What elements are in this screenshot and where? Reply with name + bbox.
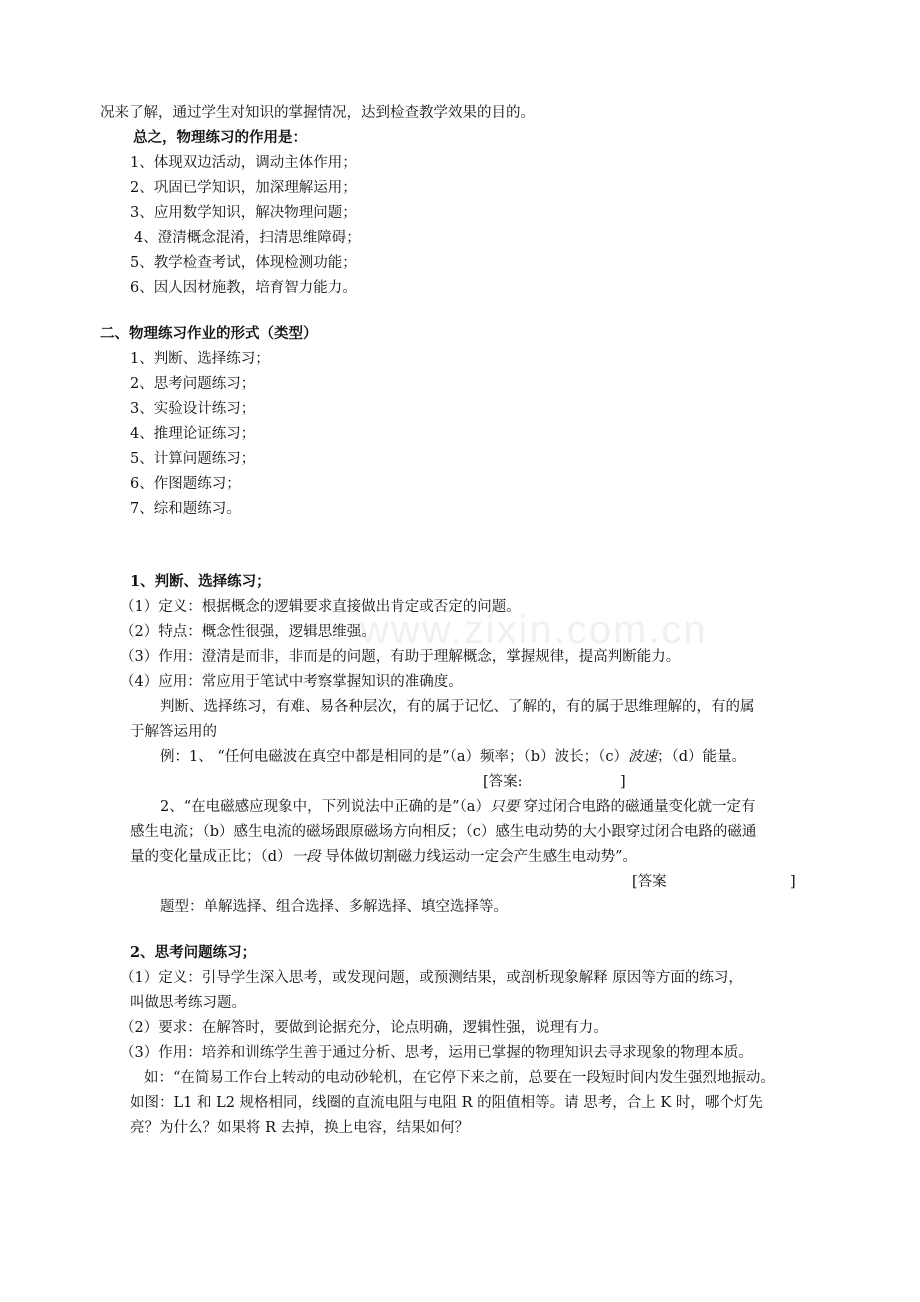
- paragraph-line: （1）定义：根据概念的逻辑要求直接做出肯定或否定的问题。: [120, 599, 521, 615]
- paragraph-line: 判断、选择练习，有难、易各种层次，有的属于记忆、了解的，有的属于思维理解的，有的属: [160, 699, 755, 715]
- paragraph-line: （2）要求：在解答时，要做到论据充分，论点明确，逻辑性强，说理有力。: [120, 1020, 608, 1036]
- example-2-italic: 只要: [489, 799, 519, 815]
- paragraph-line: （1）定义：引导学生深入思考，或发现问题，或预测结果，或剖析现象解释 原因等方面的练习，: [120, 970, 743, 986]
- example-2-italic-2: 一段: [291, 849, 321, 865]
- list-item: 2、巩固已学知识，加深理解运用；: [130, 180, 357, 196]
- list-item: 3、应用数学知识，解决物理问题；: [130, 205, 357, 221]
- list-item: 6、作图题练习；: [130, 476, 241, 492]
- example-2-text-b: 穿过闭合电路的磁通量变化就一定有: [518, 799, 756, 815]
- example-2-text-d: 导体做切割磁力线运动一定会产生感生电动势”。: [320, 849, 638, 865]
- paragraph-line: 于解答运用的: [130, 724, 217, 740]
- watermark: www.zixin.com.cn: [360, 608, 708, 652]
- example-2: [160, 797, 756, 817]
- paragraph-line: （3）作用：培养和训练学生善于通过分析、思考，运用已掌握的物理知识去寻求现象的物理本质。: [120, 1045, 753, 1061]
- paragraph-line: 如：“在简易工作台上转动的电动砂轮机，在它停下来之前，总要在一段短时间内发生强烈地振动。: [144, 1070, 775, 1086]
- list-item: 3、实验设计练习；: [130, 401, 256, 417]
- list-item: 6、因人因材施教，培育智力能力。: [130, 280, 357, 296]
- list-item: 4、澄清概念混淆，扫清思维障碍；: [134, 230, 361, 246]
- example-1-text: 例：1、 “任何电磁波在真空中都是相同的是”（a）频率；（b）波长；（c）: [160, 749, 628, 765]
- answer-1-close: ]: [620, 774, 626, 790]
- paragraph-line: 如图：L1 和 L2 规格相同，线圈的直流电阻与电阻 R 的阻值相等。请 思考，合上 K 时，哪个灯先: [130, 1095, 763, 1111]
- list-item: 1、体现双边活动，调动主体作用；: [130, 155, 357, 171]
- section-heading: 二、物理练习作业的形式（类型）: [100, 325, 318, 342]
- list-item: 5、教学检查考试，体现检测功能；: [130, 255, 357, 271]
- answer-1-open: [答案:: [483, 774, 523, 790]
- paragraph-line: 亮？为什么？如果将 R 去掉，换上电容，结果如何？: [130, 1120, 470, 1136]
- list-item: 7、综和题练习。: [130, 501, 241, 517]
- paragraph-line: （4）应用：常应用于笔试中考察掌握知识的准确度。: [120, 674, 463, 690]
- example-1-text-end: ；（d）能量。: [656, 749, 747, 765]
- subsection-heading: 1、判断、选择练习；: [130, 573, 271, 590]
- paragraph-line: 叫做思考练习题。: [130, 995, 246, 1011]
- intro-line: 况来了解，通过学生对知识的掌握情况，达到检查教学效果的目的。: [100, 105, 535, 121]
- paragraph-line: 感生电流；（b）感生电流的磁场跟原磁场方向相反；（c）感生电动势的大小跟穿过闭合电路的磁通: [130, 824, 757, 840]
- paragraph-line: 题型：单解选择、组合选择、多解选择、填空选择等。: [160, 899, 508, 915]
- list-item: 4、推理论证练习；: [130, 426, 256, 442]
- list-item: 1、判断、选择练习；: [130, 351, 270, 367]
- paragraph-line: （2）特点：概念性很强，逻辑思维强。: [120, 624, 376, 640]
- answer-2-open: [答案: [632, 874, 667, 890]
- subsection-heading: 2、思考问题练习；: [130, 944, 257, 961]
- list-item: 5、计算问题练习；: [130, 451, 256, 467]
- paragraph-line: （3）作用：澄清是而非，非而是的问题，有助于理解概念，掌握规律，提高判断能力。: [120, 649, 681, 665]
- example-2-text-c: 量的变化量成正比；（d）: [130, 849, 292, 865]
- example-1: [160, 747, 746, 767]
- example-2-text: 2、“在电磁感应现象中，下列说法中正确的是”（a）: [160, 799, 490, 815]
- example-1-italic: 波速: [627, 749, 657, 765]
- summary-title: 总之，物理练习的作用是：: [133, 129, 307, 146]
- answer-2-close: ]: [790, 874, 796, 890]
- paragraph-line: [130, 847, 637, 867]
- list-item: 2、思考问题练习；: [130, 376, 256, 392]
